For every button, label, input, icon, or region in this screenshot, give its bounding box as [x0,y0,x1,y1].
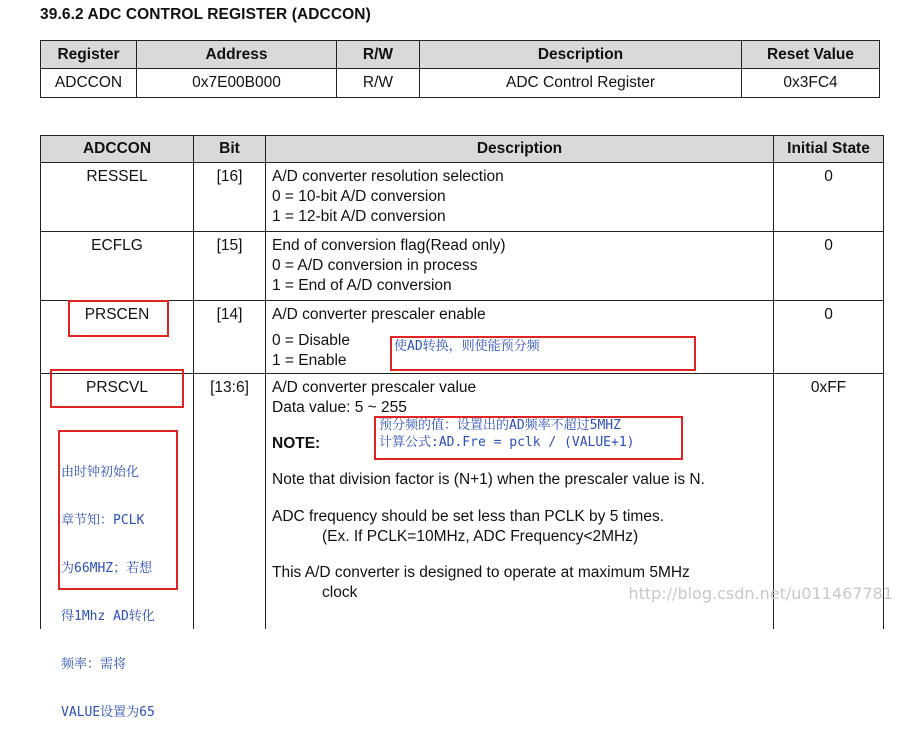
header-register: Register [41,41,137,69]
annotation-enable: 使AD转换，则使能预分频 [394,339,540,354]
field-initial-state: 0 [774,232,884,301]
note-text: (Ex. If PCLK=10MHz, ADC Frequency<2MHz) [322,528,639,545]
field-bit: [15] [194,232,266,301]
header-description: Description [266,136,774,163]
header-bit: Bit [194,136,266,163]
cell-register: ADCCON [41,69,137,98]
note-label: NOTE: [272,435,321,452]
annotation-line: 为66MHZ；若想 [61,561,153,576]
register-table [40,40,880,98]
header-rw: R/W [337,41,420,69]
desc-line: 1 = End of A/D conversion [272,277,452,294]
desc-line: 1 = Enable [272,352,347,369]
desc-line: 0 = 10-bit A/D conversion [272,188,446,205]
field-initial-state: 0xFF [774,374,884,630]
field-bit: [16] [194,163,266,232]
cell-description: ADC Control Register [420,69,742,98]
cell-address: 0x7E00B000 [137,69,337,98]
desc-line: A/D converter prescaler enable [272,306,486,323]
desc-line: A/D converter prescaler value [272,379,477,396]
desc-line: 0 = A/D conversion in process [272,257,478,274]
field-bit: [13:6] [194,374,266,630]
field-initial-state: 0 [774,301,884,374]
register-table-header [41,41,880,69]
bits-table-header [41,136,884,163]
table-row [41,69,880,98]
desc-line: 0 = Disable [272,332,350,349]
field-name: PRSCVL [41,374,194,630]
note-text: This A/D converter is designed to operate at maximum 5MHz [272,564,690,581]
watermark: http://blog.csdn.net/u011467781 [628,584,893,603]
highlight-prscvl [50,369,184,408]
field-initial-state: 0 [774,163,884,232]
header-adccon: ADCCON [41,136,194,163]
field-description [266,232,774,301]
header-reset-value: Reset Value [742,41,880,69]
note-text: Note that division factor is (N+1) when the prescaler value is N. [272,471,705,488]
annotation-prescaler-1: 预分频的值：设置出的AD频率不超过5MHZ [379,418,621,433]
table-row-ecflg [41,232,884,301]
desc-line: 1 = 12-bit A/D conversion [272,208,446,225]
annotation-left-note [61,433,155,737]
header-description: Description [420,41,742,69]
note-text: clock [322,584,358,601]
table-row-ressel [41,163,884,232]
field-name: RESSEL [41,163,194,232]
annotation-line: 频率：需将 [61,657,127,672]
field-name: ECFLG [41,232,194,301]
note-text: ADC frequency should be set less than PCLK by 5 times. [272,508,665,525]
annotation-line: VALUE设置为65 [61,705,155,720]
section-title: 39.6.2 ADC CONTROL REGISTER (ADCCON) [40,6,371,23]
cell-reset-value: 0x3FC4 [742,69,880,98]
annotation-line: 章节知：PCLK [61,513,145,528]
desc-line: Data value: 5 ~ 255 [272,399,407,416]
highlight-prscen [68,300,169,337]
header-initial-state: Initial State [774,136,884,163]
field-bit: [14] [194,301,266,374]
annotation-line: 由时钟初始化 [61,465,140,480]
desc-line: A/D converter resolution selection [272,168,504,185]
field-name: PRSCEN [41,301,194,374]
desc-line: End of conversion flag(Read only) [272,237,506,254]
annotation-line: 得1Mhz AD转化 [61,609,155,624]
header-address: Address [137,41,337,69]
annotation-prescaler-2: 计算公式:AD.Fre = pclk / (VALUE+1) [379,435,635,450]
field-description [266,163,774,232]
cell-rw: R/W [337,69,420,98]
